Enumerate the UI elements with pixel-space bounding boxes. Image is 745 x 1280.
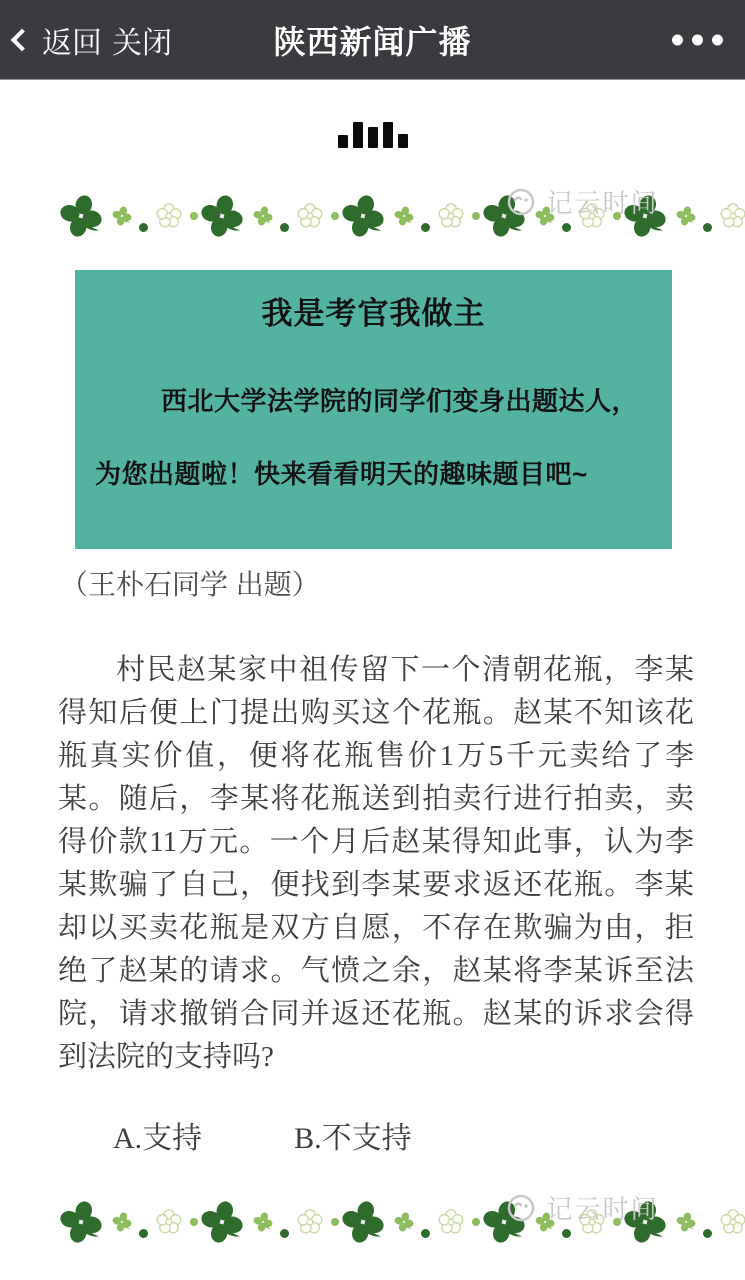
ellipsis-icon[interactable] (672, 34, 723, 45)
flower-icon (436, 201, 466, 231)
small-clover-icon (675, 205, 697, 227)
dot-icon (472, 1218, 480, 1226)
dot-icon (472, 212, 480, 220)
quiz-card-line2: 为您出题啦！快来看看明天的趣味题目吧~ (95, 459, 588, 489)
flower-icon (718, 1207, 745, 1237)
dot-icon (562, 223, 571, 232)
clover-icon (57, 192, 105, 240)
clover-icon (480, 1198, 528, 1246)
flower-icon (577, 1207, 607, 1237)
chevron-left-icon[interactable] (11, 28, 34, 51)
clover-unit (339, 192, 480, 240)
dot-icon (613, 1218, 621, 1226)
back-button[interactable]: 返回 (42, 26, 102, 60)
option-b: B.不支持 (294, 1122, 412, 1155)
dot-icon (613, 212, 621, 220)
quiz-card (75, 270, 672, 549)
dot-icon (190, 212, 198, 220)
small-clover-icon (252, 205, 274, 227)
small-clover-icon (393, 1211, 415, 1233)
flower-icon (295, 1207, 325, 1237)
clover-icon (57, 1198, 105, 1246)
clover-icon (480, 192, 528, 240)
clover-icon (339, 192, 387, 240)
clover-unit (621, 1198, 745, 1246)
quiz-card-title: 我是考官我做主 (261, 296, 486, 331)
dot-icon (421, 223, 430, 232)
small-clover-icon (393, 205, 415, 227)
question-paragraph: 村民赵某家中祖传留下一个清朝花瓶，李某得知后便上门提出购买这个花瓶。赵某不知该花瓶真实价值，便将花瓶售价1万5千元卖给了李某。随后，李某将花瓶送到拍卖行进行拍卖，卖得价款11万元。一个月后赵某得知此事，认为李某欺骗了自己，便找到李某要求返还花瓶。李某却以买卖花瓶是双方自愿，不存在欺骗为由，拒绝了赵某的请求。气愤之余，赵某将李某诉至法院，请求撤销合同并返还花瓶。赵某的诉求会得到法院的支持吗? (58, 654, 694, 1073)
dot-icon (280, 1229, 289, 1238)
clover-unit (480, 192, 621, 240)
close-button[interactable]: 关闭 (112, 26, 172, 60)
watermark-text: 记云时间 (546, 188, 659, 218)
clover-icon (621, 192, 669, 240)
small-clover-icon (111, 1211, 133, 1233)
dot-icon (280, 223, 289, 232)
dot-icon (190, 1218, 198, 1226)
dot-icon (331, 212, 339, 220)
small-clover-icon (111, 205, 133, 227)
clover-unit (480, 1198, 621, 1246)
dot-icon (703, 1229, 712, 1238)
clover-divider (57, 185, 689, 247)
dot-icon (331, 1218, 339, 1226)
clover-divider (57, 1191, 689, 1253)
clover-unit (57, 192, 198, 240)
navbar (0, 0, 745, 80)
equalizer-icon (0, 118, 745, 148)
flower-icon (577, 201, 607, 231)
dot-icon (139, 1229, 148, 1238)
dot-icon (139, 223, 148, 232)
option-a: A.支持 (113, 1122, 203, 1155)
clover-unit (198, 1198, 339, 1246)
flower-icon (154, 201, 184, 231)
clover-unit (57, 1198, 198, 1246)
clover-icon (339, 1198, 387, 1246)
dot-icon (703, 223, 712, 232)
dot-icon (562, 1229, 571, 1238)
flower-icon (295, 201, 325, 231)
author-line: （王朴石同学 出题） (60, 569, 320, 600)
flower-icon (154, 1207, 184, 1237)
small-clover-icon (675, 1211, 697, 1233)
dot-icon (421, 1229, 430, 1238)
clover-icon (198, 192, 246, 240)
page-title: 陕西新闻广播 (273, 23, 472, 60)
options-row (113, 1113, 745, 1157)
clover-icon (198, 1198, 246, 1246)
clover-unit (621, 192, 745, 240)
clover-unit (198, 192, 339, 240)
flower-icon (718, 201, 745, 231)
flower-icon (436, 1207, 466, 1237)
quiz-card-line1: 西北大学法学院的同学们变身出题达人， (160, 386, 638, 416)
small-clover-icon (252, 1211, 274, 1233)
small-clover-icon (534, 205, 556, 227)
small-clover-icon (534, 1211, 556, 1233)
watermark-text: 记云时间 (546, 1194, 659, 1224)
clover-icon (621, 1198, 669, 1246)
clover-unit (339, 1198, 480, 1246)
